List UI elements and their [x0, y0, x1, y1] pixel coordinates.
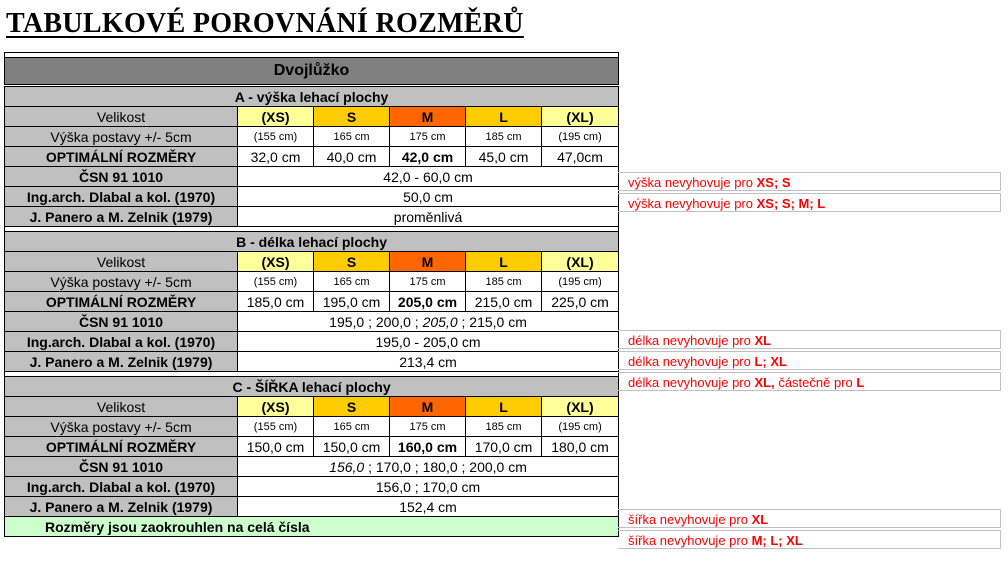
row-label: ČSN 91 1010 [5, 457, 238, 477]
section-b-title-row [5, 232, 619, 252]
panero-row [5, 207, 619, 227]
row-label: Výška postavy +/- 5cm [5, 272, 238, 292]
optimal-cell: 170,0 cm [466, 437, 542, 457]
row-label: Ing.arch. Dlabal a kol. (1970) [5, 477, 238, 497]
height-row [5, 272, 619, 292]
csn-row [5, 312, 619, 332]
size-l: L [466, 107, 542, 127]
note-text: šířka nevyhovuje pro [628, 512, 752, 527]
note-text: šířka nevyhovuje pro [628, 533, 752, 548]
note-bold: XL [751, 512, 769, 527]
height-row [5, 417, 619, 437]
optimal-cell: 47,0cm [542, 147, 619, 167]
dlabal-row [5, 477, 619, 497]
size-xs: (XS) [238, 252, 314, 272]
optimal-cell: 150,0 cm [314, 437, 390, 457]
optimal-cell: 40,0 cm [314, 147, 390, 167]
optimal-row [5, 292, 619, 312]
row-label: Velikost [5, 252, 238, 272]
row-label: ČSN 91 1010 [5, 167, 238, 187]
note-c-panero [618, 530, 1001, 549]
table-header: Dvojlůžko [5, 58, 619, 86]
section-c-title-row [5, 377, 619, 397]
note-a-dlabal [618, 193, 1001, 212]
panero-value: proměnlivá [238, 207, 619, 227]
height-cell: 165 cm [314, 272, 390, 292]
height-cell: (155 cm) [238, 272, 314, 292]
dlabal-value: 195,0 - 205,0 cm [238, 332, 619, 352]
row-label: OPTIMÁLNÍ ROZMĚRY [5, 292, 238, 312]
optimal-cell: 32,0 cm [238, 147, 314, 167]
note-text: délka nevyhovuje pro [628, 333, 755, 348]
note-bold: XL [754, 333, 772, 348]
optimal-cell: 180,0 cm [542, 437, 619, 457]
csn-row [5, 167, 619, 187]
note-bold: M; L; XL [751, 533, 803, 548]
csn-part: 195,0 ; 200,0 ; [329, 313, 423, 330]
height-cell: 185 cm [466, 127, 542, 147]
size-row [5, 397, 619, 417]
optimal-row [5, 437, 619, 457]
optimal-cell: 45,0 cm [466, 147, 542, 167]
table-header-row [5, 58, 619, 86]
note-text: délka nevyhovuje pro [628, 354, 755, 369]
row-label: Ing.arch. Dlabal a kol. (1970) [5, 332, 238, 352]
note-bold: L [856, 375, 865, 390]
row-label: Ing.arch. Dlabal a kol. (1970) [5, 187, 238, 207]
note-bold: XS; S; M; L [756, 196, 826, 211]
height-cell: 175 cm [390, 417, 466, 437]
height-cell: (155 cm) [238, 127, 314, 147]
csn-part-italic: 156,0 [329, 458, 365, 475]
row-label: ČSN 91 1010 [5, 312, 238, 332]
height-cell: 175 cm [390, 272, 466, 292]
dlabal-row [5, 187, 619, 207]
optimal-cell: 195,0 cm [314, 292, 390, 312]
size-xl: (XL) [542, 107, 619, 127]
dlabal-value: 50,0 cm [238, 187, 619, 207]
optimal-cell: 205,0 cm [390, 292, 466, 312]
note-text: výška nevyhovuje pro [628, 175, 757, 190]
height-cell: (195 cm) [542, 417, 619, 437]
csn-part-italic: 205,0 [422, 313, 458, 330]
size-m: M [390, 252, 466, 272]
dlabal-value: 156,0 ; 170,0 cm [238, 477, 619, 497]
note-b-panero [618, 372, 1001, 391]
size-l: L [466, 397, 542, 417]
row-label: J. Panero a M. Zelnik (1979) [5, 352, 238, 372]
height-cell: 165 cm [314, 417, 390, 437]
size-row [5, 252, 619, 272]
section-a-title-row [5, 86, 619, 107]
note-bold: XS; S [756, 175, 791, 190]
csn-value: 42,0 - 60,0 cm [238, 167, 619, 187]
size-xl: (XL) [542, 252, 619, 272]
height-cell: 185 cm [466, 272, 542, 292]
panero-value: 213,4 cm [238, 352, 619, 372]
note-text: částečně pro [774, 375, 857, 390]
panero-row [5, 497, 619, 517]
size-s: S [314, 107, 390, 127]
note-text: výška nevyhovuje pro [628, 196, 757, 211]
panero-row [5, 352, 619, 372]
row-label: Velikost [5, 107, 238, 127]
optimal-cell: 215,0 cm [466, 292, 542, 312]
size-m: M [390, 107, 466, 127]
height-cell: (195 cm) [542, 127, 619, 147]
note-a-csn [618, 172, 1001, 191]
size-xs: (XS) [238, 107, 314, 127]
height-row [5, 127, 619, 147]
panero-value: 152,4 cm [238, 497, 619, 517]
note-b-dlabal [618, 351, 1001, 370]
optimal-cell: 185,0 cm [238, 292, 314, 312]
note-b-csn [618, 330, 1001, 349]
size-row [5, 107, 619, 127]
note-bold: L; XL [754, 354, 787, 369]
row-label: J. Panero a M. Zelnik (1979) [5, 497, 238, 517]
optimal-row [5, 147, 619, 167]
footer-row [5, 517, 619, 537]
note-bold: XL, [754, 375, 775, 390]
csn-part: ; 170,0 ; 180,0 ; 200,0 cm [364, 458, 527, 475]
size-s: S [314, 397, 390, 417]
footer-note: Rozměry jsou zaokrouhlen na celá čísla [5, 517, 619, 537]
note-c-dlabal [618, 509, 1001, 528]
row-label: J. Panero a M. Zelnik (1979) [5, 207, 238, 227]
size-s: S [314, 252, 390, 272]
height-cell: 185 cm [466, 417, 542, 437]
row-label: Velikost [5, 397, 238, 417]
optimal-cell: 42,0 cm [390, 147, 466, 167]
size-xl: (XL) [542, 397, 619, 417]
row-label: OPTIMÁLNÍ ROZMĚRY [5, 437, 238, 457]
size-m: M [390, 397, 466, 417]
size-l: L [466, 252, 542, 272]
height-cell: 165 cm [314, 127, 390, 147]
section-title: A - výška lehací plochy [5, 86, 619, 107]
section-title: B - délka lehací plochy [5, 232, 619, 252]
dlabal-row [5, 332, 619, 352]
row-label: Výška postavy +/- 5cm [5, 417, 238, 437]
row-label: OPTIMÁLNÍ ROZMĚRY [5, 147, 238, 167]
row-label: Výška postavy +/- 5cm [5, 127, 238, 147]
height-cell: 175 cm [390, 127, 466, 147]
comparison-table [4, 52, 618, 537]
optimal-cell: 225,0 cm [542, 292, 619, 312]
optimal-cell: 150,0 cm [238, 437, 314, 457]
height-cell: (195 cm) [542, 272, 619, 292]
page-title: TABULKOVÉ POROVNÁNÍ ROZMĚRŮ [6, 8, 524, 39]
optimal-cell: 160,0 cm [390, 437, 466, 457]
note-text: délka nevyhovuje pro [628, 375, 755, 390]
csn-value [238, 457, 619, 477]
size-xs: (XS) [238, 397, 314, 417]
height-cell: (155 cm) [238, 417, 314, 437]
csn-part: ; 215,0 cm [457, 313, 527, 330]
section-title: C - ŠÍŘKA lehací plochy [5, 377, 619, 397]
csn-row [5, 457, 619, 477]
csn-value [238, 312, 619, 332]
